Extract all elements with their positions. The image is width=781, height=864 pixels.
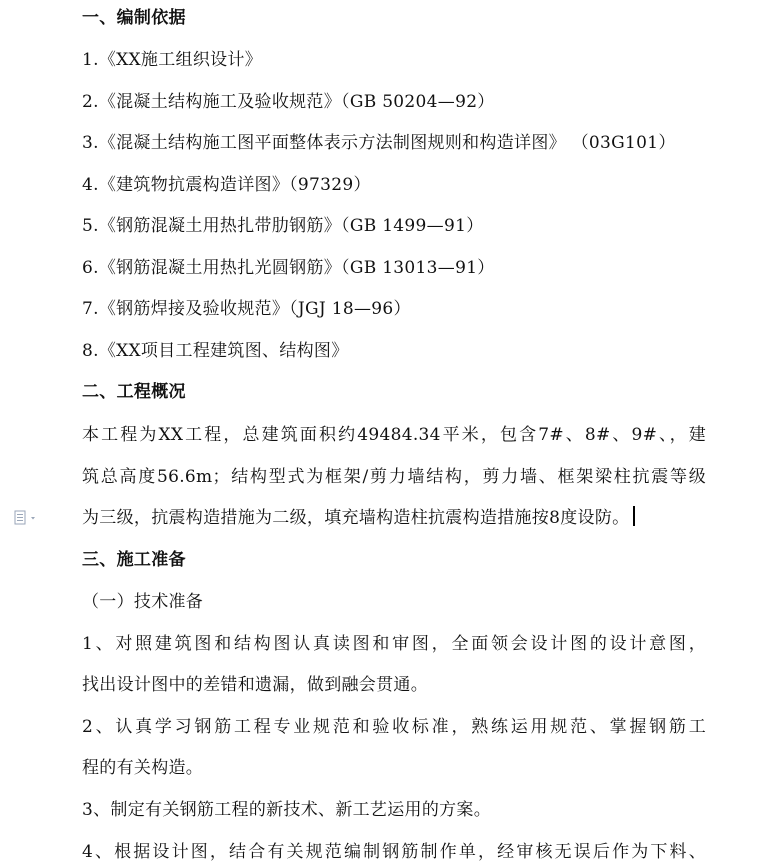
section-heading-basis: 一、编制依据: [82, 8, 186, 28]
prep-line: 1、对照建筑图和结构图认真读图和审图，全面领会设计图的设计意图，: [82, 634, 706, 654]
basis-item: 3.《混凝土结构施工图平面整体表示方法制图规则和构造详图》 （03G101）: [82, 133, 676, 153]
overview-line: 筑总高度56.6m；结构型式为框架/剪力墙结构，剪力墙、框架梁柱抗震等级: [82, 467, 706, 487]
section-heading-prep: 三、施工准备: [82, 550, 186, 570]
prep-line: 2、认真学习钢筋工程专业规范和验收标准，熟练运用规范、掌握钢筋工: [82, 717, 706, 737]
prep-line: 4、根据设计图，结合有关规范编制钢筋制作单，经审核无误后作为下料、: [82, 842, 706, 862]
basis-item: 6.《钢筋混凝土用热扎光圆钢筋》（GB 13013—91）: [82, 258, 495, 278]
overview-line-text: 为三级，抗震构造措施为二级，填充墙构造柱抗震构造措施按8度设防。: [82, 508, 630, 528]
prep-line: 找出设计图中的差错和遗漏，做到融会贯通。: [82, 675, 428, 695]
basis-item: 7.《钢筋焊接及验收规范》（JGJ 18—96）: [82, 299, 411, 319]
overview-line: 本工程为XX工程，总建筑面积约49484.34平米，包含7#、8#、9#、，建: [82, 425, 706, 445]
basis-item: 2.《混凝土结构施工及验收规范》（GB 50204—92）: [82, 92, 495, 112]
basis-item: 5.《钢筋混凝土用热扎带肋钢筋》（GB 1499—91）: [82, 216, 484, 236]
prep-line: 程的有关构造。: [82, 758, 204, 778]
prep-line: 3、制定有关钢筋工程的新技术、新工艺运用的方案。: [82, 800, 492, 820]
basis-item: 8.《XX项目工程建筑图、结构图》: [82, 341, 349, 361]
basis-item: 1.《XX施工组织设计》: [82, 50, 263, 70]
overview-line-last[interactable]: [82, 506, 635, 530]
paragraph-handle-icon[interactable]: [14, 510, 42, 526]
basis-item: 4.《建筑物抗震构造详图》（97329）: [82, 175, 371, 195]
section-heading-overview: 二、工程概况: [82, 382, 186, 402]
text-cursor: [633, 506, 635, 526]
sub-heading-tech-prep: （一）技术准备: [82, 592, 204, 612]
